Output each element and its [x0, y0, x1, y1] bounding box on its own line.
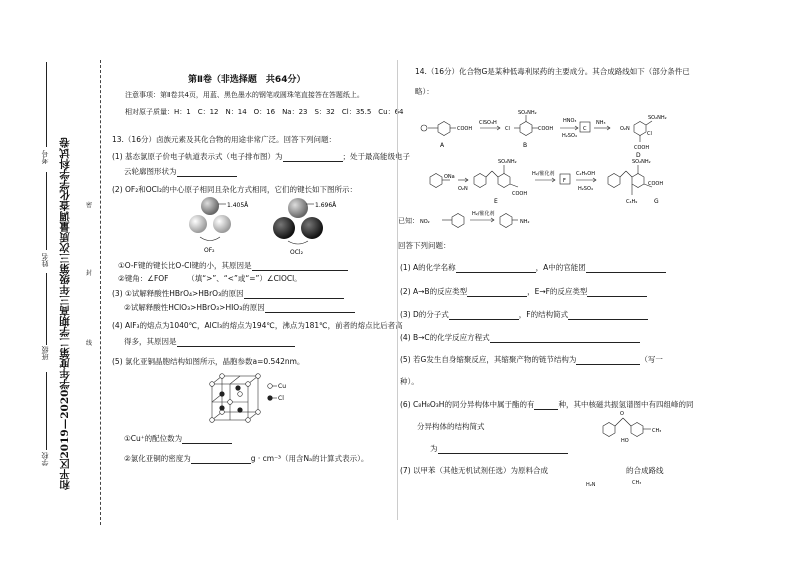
of2-bond-length: 1.405Å — [227, 202, 249, 209]
q13-blank-8[interactable] — [191, 455, 251, 464]
svg-text:SO₂NH₂: SO₂NH₂ — [518, 110, 537, 116]
cucl-unit-cell-figure — [200, 370, 300, 430]
q14-blank-9[interactable] — [534, 401, 558, 410]
exam-no-label: 考号 — [41, 150, 49, 164]
legend-cl: Cl — [278, 395, 284, 402]
section-title: 第Ⅱ卷（非选择题 共64分） — [188, 75, 306, 85]
q14-a5b: （写一 — [640, 355, 663, 364]
svg-text:ClSO₃H: ClSO₃H — [479, 120, 497, 126]
exam-no-line — [46, 62, 47, 147]
svg-text:O₂N: O₂N — [458, 186, 468, 192]
svg-text:H₂/催化剂: H₂/催化剂 — [472, 211, 495, 217]
label-A: A — [440, 142, 445, 149]
q14-a2: (2) A→B的反应类型 — [400, 287, 468, 296]
legend-cl-symbol — [267, 395, 272, 400]
of2-fluorine-atom-1 — [189, 215, 207, 233]
q14-a4: (4) B→C的化学反应方程式 — [400, 333, 490, 342]
q13-p5-2b: g · cm⁻³（用含Nₐ的计算式表示）。 — [250, 454, 369, 463]
answer-intro: 回答下列问题： — [398, 241, 451, 250]
q13-blank-5[interactable] — [265, 304, 355, 313]
svg-text:H₂/催化剂: H₂/催化剂 — [532, 171, 555, 177]
q13-blank-6[interactable] — [177, 338, 295, 347]
svg-text:SO₂NH₂: SO₂NH₂ — [632, 159, 651, 165]
q13-blank-3[interactable] — [252, 262, 348, 271]
q13-p1b: ；处于最高能级电子 — [342, 152, 411, 161]
q13-p5-1: ①Cu⁺的配位数为 — [124, 434, 183, 443]
q14-stem: 14.（16分）化合物G是某种低毒利尿药的主要成分。其合成路线如下（部分条件已 — [415, 67, 690, 76]
bond-length-figure — [180, 194, 350, 256]
label-D: D — [636, 152, 641, 159]
svg-text:C₂H₅OH: C₂H₅OH — [576, 171, 595, 177]
school-label: 学校 — [41, 452, 49, 466]
svg-text:SO₂NH₂: SO₂NH₂ — [648, 115, 667, 121]
q13-blank-4[interactable] — [244, 290, 344, 299]
q14-a3b: ，F的结构简式 — [518, 310, 569, 319]
q13-p3-2: ②试解释酸性HClO₃>HBrO₃>HIO₃的原因 — [124, 303, 265, 312]
q13-blank-1[interactable] — [283, 153, 343, 162]
svg-text:COOH: COOH — [634, 145, 650, 151]
q14-a6: (6) C₈H₈O₃H的同分异构体中属于酯的有 — [400, 400, 535, 409]
q14-blank-2[interactable] — [586, 264, 666, 273]
svg-text:F: F — [563, 178, 566, 184]
q13-p2: (2) OF₂和OCl₂的中心原子相同且杂化方式相同，它们的键长如下图所示： — [112, 185, 357, 194]
svg-text:O: O — [620, 411, 624, 417]
label-E: E — [494, 198, 498, 205]
target-ch3: CH₃ — [632, 480, 642, 486]
seal-char-1: 密 — [86, 202, 93, 209]
legend-cu: Cu — [278, 383, 286, 390]
target-h2n: H₂N — [586, 482, 596, 488]
svg-text:COOH: COOH — [538, 126, 554, 132]
seal-char-3: 线 — [86, 340, 93, 347]
q13-p2-2: ②键角：∠FOF （填“>”、“<”或“=”）∠ClOCl。 — [118, 274, 302, 283]
svg-text:NO₂: NO₂ — [420, 219, 430, 225]
q14-blank-4[interactable] — [587, 288, 647, 297]
q14-stem2: 略）： — [415, 87, 434, 96]
svg-text:H₂SO₄: H₂SO₄ — [578, 186, 593, 192]
svg-text:HO: HO — [621, 438, 629, 444]
svg-text:HNO₃: HNO₃ — [563, 118, 577, 124]
q14-blank-3[interactable] — [467, 288, 527, 297]
known-label: 已知： — [398, 217, 419, 225]
class-label: 班级 — [41, 346, 49, 360]
ocl2-chlorine-atom-2 — [301, 217, 323, 239]
instructions-note: 注意事项：第Ⅱ卷共4页，用蓝、黑色墨水的钢笔或圆珠笔直接答在答题纸上。 — [125, 91, 364, 99]
seal-char-2: 封 — [86, 270, 93, 277]
q14-a1b: ，A中的官能团 — [535, 263, 586, 272]
ocl2-oxygen-atom — [288, 198, 308, 218]
svg-text:Cl: Cl — [505, 126, 510, 132]
q14-a6b: 种，其中核磁共振氢谱图中有四组峰的同 — [558, 400, 694, 409]
column-divider — [397, 60, 398, 520]
svg-text:COOH: COOH — [512, 191, 528, 197]
of2-oxygen-atom — [201, 197, 219, 215]
q14-blank-5[interactable] — [449, 311, 519, 320]
svg-text:ONa: ONa — [444, 174, 455, 180]
svg-text:O₂N: O₂N — [620, 126, 630, 132]
q13-p1a: (1) 基态氯原子价电子轨道表示式（电子排布图）为 — [112, 152, 283, 161]
q14-a7: (7) 以甲苯（其他无机试剂任选）为原料合成 — [400, 466, 549, 475]
school-line — [46, 372, 47, 450]
ocl2-chlorine-atom-1 — [273, 217, 295, 239]
of2-fluorine-atom-2 — [213, 215, 231, 233]
q13-p4b: 得多，其原因是 — [124, 337, 177, 346]
q14-a5c: 种）。 — [400, 377, 419, 386]
q14-a7b: 的合成路线 — [626, 466, 664, 475]
ocl2-label: OCl₂ — [290, 249, 303, 256]
q13-blank-7[interactable] — [182, 435, 232, 444]
q14-a2b: ，E→F的反应类型 — [527, 287, 588, 296]
of2-label: OF₂ — [204, 247, 215, 254]
svg-text:COOH: COOH — [457, 126, 473, 132]
svg-text:SO₂NH₂: SO₂NH₂ — [498, 159, 517, 165]
ester-structure — [595, 404, 675, 448]
label-B: B — [523, 142, 528, 149]
label-G: G — [654, 198, 659, 205]
q14-a1: (1) A的化学名称 — [400, 263, 456, 272]
q13-p1c: 云轮廓图形状为 — [124, 167, 177, 176]
q13-p3-1: (3) ①试解释酸性HBrO₄>HBrO₃的原因 — [112, 289, 244, 298]
svg-text:H₂SO₄: H₂SO₄ — [562, 133, 577, 139]
svg-text:C₄H₉: C₄H₉ — [626, 199, 638, 205]
q14-blank-8[interactable] — [576, 356, 640, 365]
q14-a5: (5) 若G发生自身缩聚反应，其缩聚产物的链节结构为 — [400, 355, 577, 364]
q14-blank-6[interactable] — [568, 311, 648, 320]
name-label: 姓名 — [41, 253, 49, 267]
q13-blank-2[interactable] — [177, 168, 237, 177]
q13-p5-2: ②氯化亚铜的密度为 — [124, 454, 191, 463]
ocl2-bond-length: 1.696Å — [315, 202, 337, 209]
q13-p4a: (4) AlF₃的熔点为1040℃，AlCl₃的熔点为194℃，沸点为181℃，前者的熔点比后者高 — [112, 321, 403, 330]
q14-a6d: 为 — [430, 444, 438, 453]
q13-stem: 13.（16分）卤族元素及其化合物的用途非常广泛。回答下列问题： — [112, 135, 336, 144]
seal-line — [100, 60, 101, 525]
name-line — [46, 172, 47, 250]
class-line — [46, 273, 47, 345]
q14-blank-7[interactable] — [490, 334, 640, 343]
svg-text:C: C — [583, 126, 587, 132]
q14-blank-10[interactable] — [438, 445, 568, 454]
q14-blank-1[interactable] — [456, 264, 536, 273]
svg-text:COOH: COOH — [648, 181, 664, 187]
q14-a6c: 分异构体的结构简式 — [417, 422, 485, 431]
synthesis-route — [410, 105, 695, 235]
q13-p2-1: ①O-F键的键长比O-Cl键的小，其原因是 — [118, 261, 252, 270]
atomic-masses: 相对原子质量：H：1 C：12 N：14 O：16 Na：23 S：32 Cl：35.5 Cu：64 — [125, 108, 404, 116]
q14-a3: (3) D的分子式 — [400, 310, 449, 319]
svg-text:NH₂: NH₂ — [520, 219, 530, 225]
legend-cu-symbol — [268, 384, 273, 389]
q13-p5: (5) 氯化亚铜晶胞结构如图所示，晶胞参数a=0.542nm。 — [112, 357, 305, 366]
svg-text:Cl: Cl — [647, 131, 652, 137]
exam-title: 和平区2019—2020学年度第二学期高三年级第三次质量调查化学学科试卷 — [59, 137, 71, 490]
svg-text:NH₃: NH₃ — [596, 120, 606, 126]
svg-text:CH₃: CH₃ — [652, 428, 662, 434]
